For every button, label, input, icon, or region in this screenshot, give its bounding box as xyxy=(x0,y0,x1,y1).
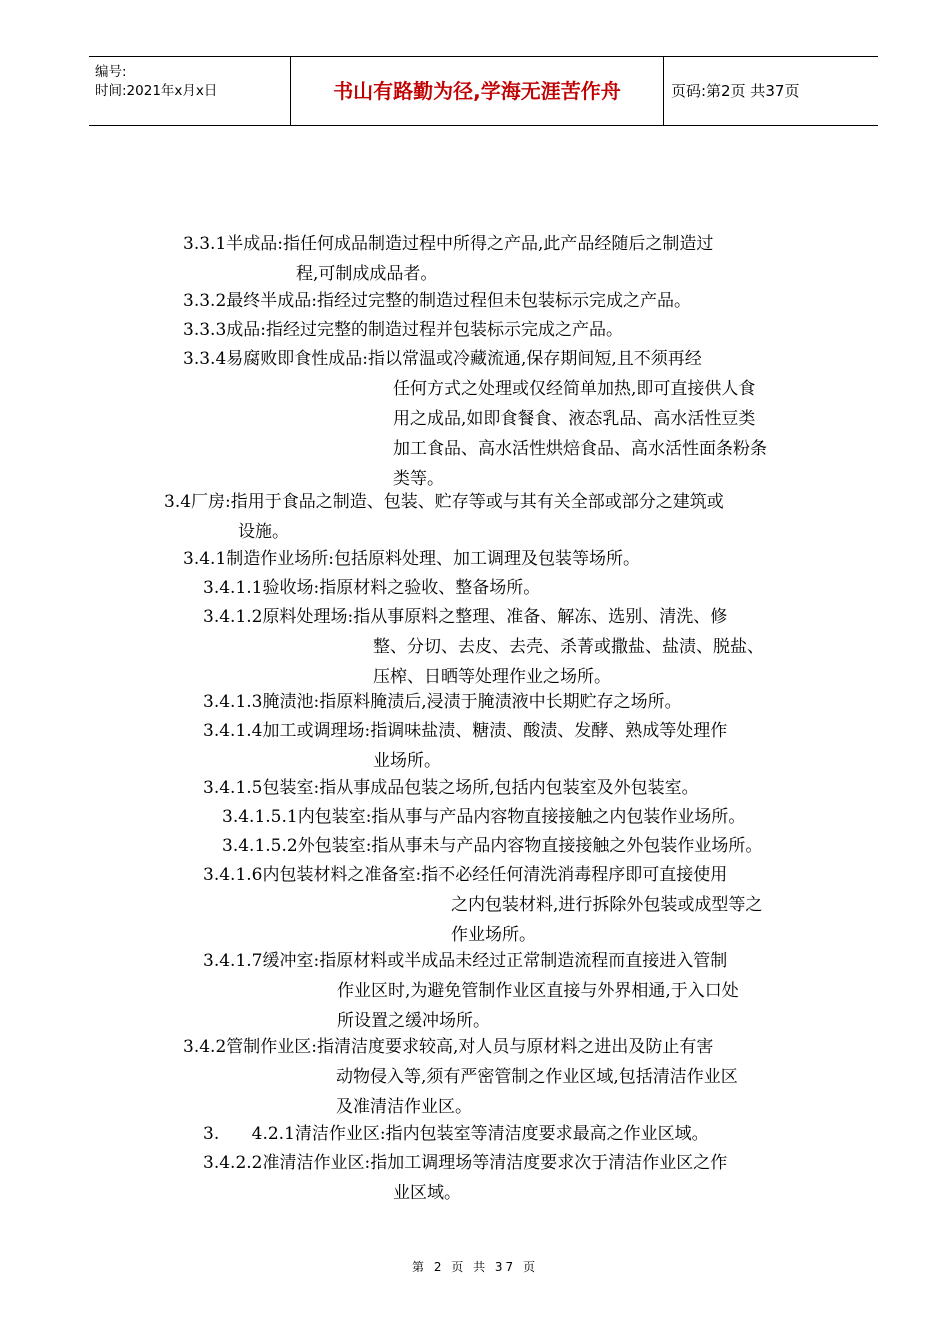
clause-3-4-1 xyxy=(183,544,640,574)
clause-number: 3.4.1 xyxy=(183,549,227,569)
clause-number: 3.4.1.5.1 xyxy=(222,807,298,827)
clause-text: 缓冲室:指原材料或半成品未经过正常制造流程而直接进入管制 xyxy=(262,951,728,971)
clause-continuation: 类等。 xyxy=(393,469,444,489)
clause-continuation: 用之成品,如即食餐食、液态乳品、高水活性豆类 xyxy=(393,409,756,429)
header-divider xyxy=(663,57,664,125)
clause-text: 原料处理场:指从事原料之整理、准备、解冻、选别、清洗、修 xyxy=(262,607,728,627)
clause-number: 3.4.1.4 xyxy=(203,721,263,741)
clause-continuation: 动物侵入等,须有严密管制之作业区域,包括清洁作业区 xyxy=(336,1067,738,1087)
clause-3-4-1-5-1 xyxy=(222,802,745,832)
clause-number: 3.3.1 xyxy=(183,234,227,254)
clause-continuation: 作业场所。 xyxy=(451,925,536,945)
clause-text: 包装室:指从事成品包装之场所,包括内包装室及外包装室。 xyxy=(262,778,699,798)
clause-continuation: 业场所。 xyxy=(373,751,441,771)
clause-number: 3.4.1.1 xyxy=(203,578,263,598)
clause-3-4-1-1 xyxy=(203,573,540,603)
clause-number: 3. 4.2.1 xyxy=(203,1124,295,1144)
clause-3-4-2 xyxy=(183,1032,738,1122)
clause-continuation: 加工食品、高水活性烘焙食品、高水活性面条粉条 xyxy=(393,439,767,459)
clause-continuation: 作业区时,为避免管制作业区直接与外界相通,于入口处 xyxy=(337,981,739,1001)
clause-3-3-2 xyxy=(183,286,691,316)
clause-continuation: 程,可制成成品者。 xyxy=(296,264,438,284)
clause-3-4-1-7 xyxy=(203,946,739,1036)
clause-3-3-4 xyxy=(183,344,767,494)
clause-continuation: 压榨、日晒等处理作业之场所。 xyxy=(373,667,611,687)
clause-3-3-3 xyxy=(183,315,623,345)
clause-number: 3.4.1.7 xyxy=(203,951,263,971)
document-number-label: 编号: xyxy=(95,64,127,80)
clause-text: 易腐败即食性成品:指以常温或冷藏流通,保存期间短,且不须再经 xyxy=(226,349,702,369)
clause-text: 制造作业场所:包括原料处理、加工调理及包装等场所。 xyxy=(226,549,640,569)
clause-3-4-2-1 xyxy=(203,1119,709,1149)
clause-text: 成品:指经过完整的制造过程并包装标示完成之产品。 xyxy=(226,320,623,340)
clause-number: 3.3.2 xyxy=(183,291,227,311)
clause-text: 厂房:指用于食品之制造、包装、贮存等或与其有关全部或部分之建筑或 xyxy=(191,492,724,512)
clause-number: 3.4 xyxy=(164,492,192,512)
document-date-label: 时间:2021年x月x日 xyxy=(95,83,218,99)
clause-continuation: 整、分切、去皮、去壳、杀菁或撒盐、盐渍、脱盐、 xyxy=(373,637,764,657)
clause-text: 验收场:指原材料之验收、整备场所。 xyxy=(262,578,541,598)
clause-3-4-2-2 xyxy=(203,1148,727,1208)
clause-continuation: 所设置之缓冲场所。 xyxy=(337,1011,490,1031)
clause-text: 加工或调理场:指调味盐渍、糖渍、酸渍、发酵、熟成等处理作 xyxy=(262,721,728,741)
page-header xyxy=(89,56,878,126)
clause-3-4-1-6 xyxy=(203,860,762,950)
clause-text: 半成品:指任何成品制造过程中所得之产品,此产品经随后之制造过 xyxy=(226,234,714,254)
clause-continuation: 任何方式之处理或仅经简单加热,即可直接供人食 xyxy=(393,379,756,399)
clause-3-3-1 xyxy=(183,229,713,289)
clause-3-4-1-4 xyxy=(203,716,727,776)
clause-continuation: 及准清洁作业区。 xyxy=(336,1097,472,1117)
clause-continuation: 设施。 xyxy=(238,522,289,542)
clause-number: 3.3.3 xyxy=(183,320,227,340)
clause-number: 3.4.1.5 xyxy=(203,778,263,798)
clause-text: 准清洁作业区:指加工调理场等清洁度要求次于清洁作业区之作 xyxy=(262,1153,728,1173)
clause-number: 3.4.1.3 xyxy=(203,692,263,712)
clause-text: 管制作业区:指清洁度要求较高,对人员与原材料之进出及防止有害 xyxy=(226,1037,714,1057)
clause-3-4 xyxy=(164,487,724,547)
page-footer: 第 2 页 共 37 页 xyxy=(412,1260,538,1274)
clause-number: 3.4.1.6 xyxy=(203,865,263,885)
header-page-info: 页码:第2页 共37页 xyxy=(671,82,800,100)
clause-number: 3.3.4 xyxy=(183,349,227,369)
clause-text: 内包装材料之准备室:指不必经任何清洗消毒程序即可直接使用 xyxy=(262,865,728,885)
clause-text: 清洁作业区:指内包装室等清洁度要求最高之作业区域。 xyxy=(294,1124,709,1144)
clause-3-4-1-2 xyxy=(203,602,764,692)
clause-number: 3.4.2 xyxy=(183,1037,227,1057)
clause-number: 3.4.1.2 xyxy=(203,607,263,627)
clause-text: 外包装室:指从事未与产品内容物直接接触之外包装作业场所。 xyxy=(297,836,763,856)
clause-3-4-1-5-2 xyxy=(222,831,762,861)
clause-3-4-1-5 xyxy=(203,773,699,803)
clause-3-4-1-3 xyxy=(203,687,682,717)
header-motto: 书山有路勤为径,学海无涯苦作舟 xyxy=(333,79,621,103)
clause-text: 腌渍池:指原料腌渍后,浸渍于腌渍液中长期贮存之场所。 xyxy=(262,692,682,712)
clause-text: 内包装室:指从事与产品内容物直接接触之内包装作业场所。 xyxy=(297,807,746,827)
clause-number: 3.4.1.5.2 xyxy=(222,836,298,856)
clause-continuation: 业区域。 xyxy=(393,1183,461,1203)
header-meta xyxy=(95,63,217,101)
clause-continuation: 之内包装材料,进行拆除外包装或成型等之 xyxy=(451,895,763,915)
clause-text: 最终半成品:指经过完整的制造过程但未包装标示完成之产品。 xyxy=(226,291,691,311)
clause-number: 3.4.2.2 xyxy=(203,1153,263,1173)
